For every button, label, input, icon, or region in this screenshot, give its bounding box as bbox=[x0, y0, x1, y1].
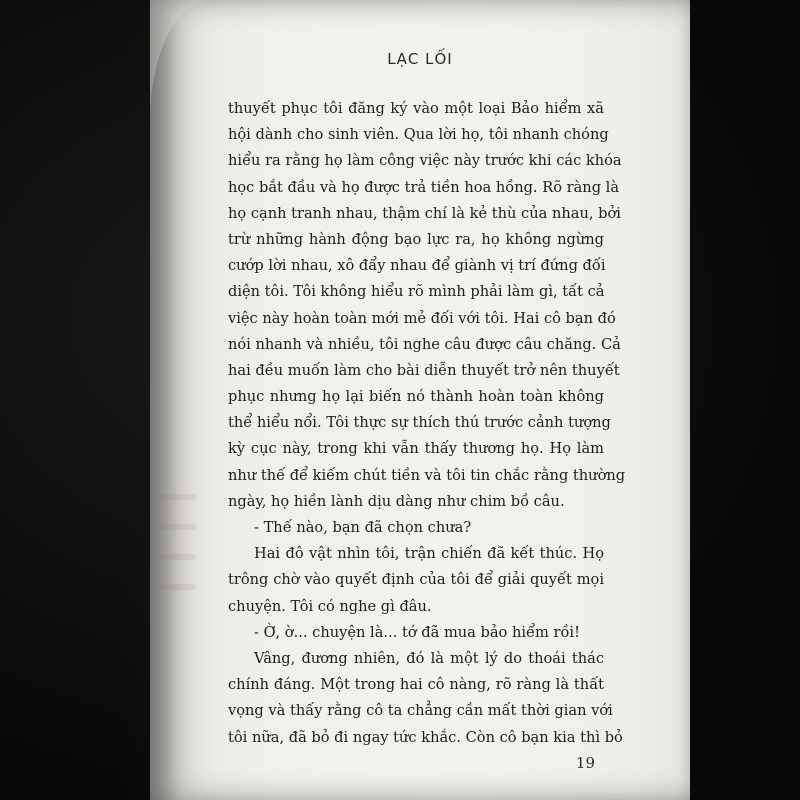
bleed-through-marks bbox=[150, 470, 220, 630]
text-line: Vâng, đương nhiên, đó là một lý do thoái thác bbox=[254, 649, 604, 667]
text-line: họ cạnh tranh nhau, thậm chí là kẻ thù của nhau, bởi bbox=[228, 204, 621, 222]
text-line: cướp lời nhau, xô đẩy nhau để giành vị trí đứng đối bbox=[228, 257, 606, 275]
text-line: hội dành cho sinh viên. Qua lời họ, tôi nhanh chóng bbox=[228, 126, 609, 144]
text-line: chính đáng. Một trong hai cô nàng, rõ ràng là thất bbox=[228, 676, 604, 694]
bleed-through-mark bbox=[156, 584, 196, 590]
text-line: học bắt đầu và họ được trả tiền hoa hồng. Rõ ràng là bbox=[228, 178, 620, 196]
text-line: Hai đô vật nhìn tôi, trận chiến đã kết thúc. Họ bbox=[254, 545, 604, 563]
text-line: - Ờ, ờ... chuyện là... tớ đã mua bảo hiểm rồi! bbox=[254, 623, 580, 641]
text-line: kỳ cục này, trong khi vẫn thấy thương họ. Họ làm bbox=[228, 440, 604, 458]
page-number: 19 bbox=[575, 754, 595, 772]
text-line: thể hiểu nổi. Tôi thực sự thích thú trước cảnh tượng bbox=[228, 414, 611, 432]
book-page bbox=[150, 0, 690, 800]
text-line: như thế để kiếm chút tiền và tôi tin chắc rằng thường bbox=[228, 466, 626, 484]
text-line: - Thế nào, bạn đã chọn chưa? bbox=[254, 519, 472, 536]
text-line: phục nhưng họ lại biến nó thành hoàn toàn không bbox=[228, 388, 604, 406]
bleed-through-mark bbox=[156, 554, 196, 560]
text-line: trông chờ vào quyết định của tôi để giải quyết mọi bbox=[228, 571, 604, 589]
text-line: nói nhanh và nhiều, tôi nghe câu được câu chăng. Cả bbox=[228, 335, 621, 353]
bleed-through-mark bbox=[156, 524, 196, 530]
text-line: chuyện. Tôi có nghe gì đâu. bbox=[228, 597, 432, 615]
body-text bbox=[228, 96, 626, 751]
text-line: hiểu ra rằng họ làm công việc này trước khi các khóa bbox=[228, 152, 622, 170]
page-curl-shadow bbox=[150, 0, 220, 800]
text-line: thuyết phục tôi đăng ký vào một loại Bảo hiểm xã bbox=[228, 100, 604, 117]
bleed-through-mark bbox=[156, 494, 196, 500]
text-line: trừ những hành động bạo lực ra, họ không ngừng bbox=[228, 230, 604, 248]
text-line: ngày, họ hiền lành dịu dàng như chim bồ câu. bbox=[228, 492, 565, 510]
text-line: việc này hoàn toàn mới mẻ đối với tôi. Hai cô bạn đó bbox=[228, 309, 616, 327]
text-line: hai đều muốn làm cho bài diễn thuyết trở nên thuyết bbox=[228, 361, 620, 379]
running-head: LẠC LỐI bbox=[387, 50, 453, 68]
text-line: diện tôi. Tôi không hiểu rõ mình phải làm gì, tất cả bbox=[228, 283, 605, 301]
text-line: tôi nữa, đã bỏ đi ngay tức khắc. Còn cô bạn kia thì bỏ bbox=[228, 728, 623, 746]
text-line: vọng và thấy rằng cô ta chẳng cần mất thời gian với bbox=[228, 702, 613, 720]
